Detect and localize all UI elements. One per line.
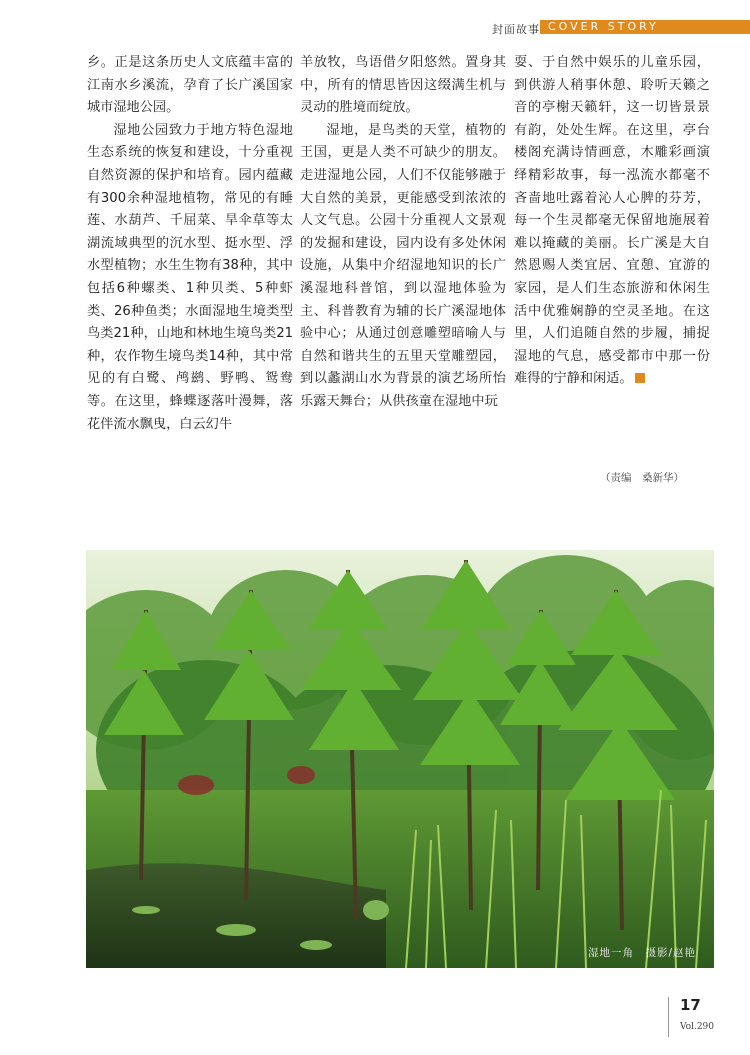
page-number: 17 [680,996,701,1014]
wetland-photo [86,550,714,968]
section-title-cn: 封面故事 [492,23,540,36]
end-mark-icon [635,373,645,383]
volume-label: Vol.290 [680,1022,715,1032]
article-column-2 [300,52,506,414]
article-column-3 [514,52,710,391]
paragraph: 耍、于自然中娱乐的儿童乐园，到供游人稍事休憩、聆听天籁之音的亭榭天籁轩，这一切皆景景有韵，处处生辉。在这里，亭台楼阁充满诗情画意，木雕彩画演绎精彩故事，每一泓流水都毫不吝啬地吐露着沁人心脾的芬芳，每一个生灵都毫无保留地施展着难以掩藏的美丽。长广溪是大自然恩赐人类宜居、宜憩、宜游的家园，是人们生态旅游和休闲生活中优雅娴静的空灵圣地。在这里，人们追随自然的步履，捕捉湿地的气息，感受都市中那一份难得的宁静和闲适。 [514,55,710,387]
footer-divider [668,997,669,1037]
paragraph: 乡。正是这条历史人文底蕴丰富的江南水乡溪流，孕育了长广溪国家城市湿地公园。 [87,55,293,116]
photo-caption: 湿地一角 摄影/赵艳 [587,947,696,959]
article-column-1 [87,52,293,436]
forest-illustration [86,550,714,968]
paragraph: 湿地，是鸟类的天堂，植物的王国，更是人类不可缺少的朋友。走进湿地公园，人们不仅能够融于大自然的美景，更能感受到浓浓的人文气息。公园十分重视人文景观的发掘和建设，园内设有多处休闲设施，从集中介绍湿地知识的长广溪湿地科普馆，到以湿地体验为主、科普教育为辅的长广溪湿地体验中心；从通过创意雕塑暗喻人与自然和谐共生的五里天堂雕塑园，到以蠡湖山水为背景的演艺场所怡乐露天舞台；从供孩童在湿地中玩 [300,122,506,409]
paragraph: 湿地公园致力于地方特色湿地生态系统的恢复和建设，十分重视自然资源的保护和培育。园内蕴藏有300余种湿地植物，常见的有睡莲、水葫芦、千屈菜、旱伞草等太湖流域典型的沉水型、挺水型、浮水型植物；水生生物有38种，其中包括6种螺类、1种贝类、5种虾类、26种鱼类；水面湿地生境类型鸟类21种，山地和林地生境鸟类21种，农作物生境鸟类14种，其中常见的有白鹭、鸬鹚、野鸭、鸳鸯等。在这里，蜂蝶逐落叶漫舞，落花伴流水飘曳，白云幻牛 [87,122,293,432]
paragraph: 羊放牧，鸟语借夕阳悠然。置身其中，所有的情思皆因这缀满生机与灵动的胜境而绽放。 [300,55,506,116]
paragraph-wrap [514,52,710,391]
editor-credit: （责编 桑新华） [600,472,684,484]
section-title-en: COVER STORY [548,20,659,33]
running-header [0,18,750,36]
